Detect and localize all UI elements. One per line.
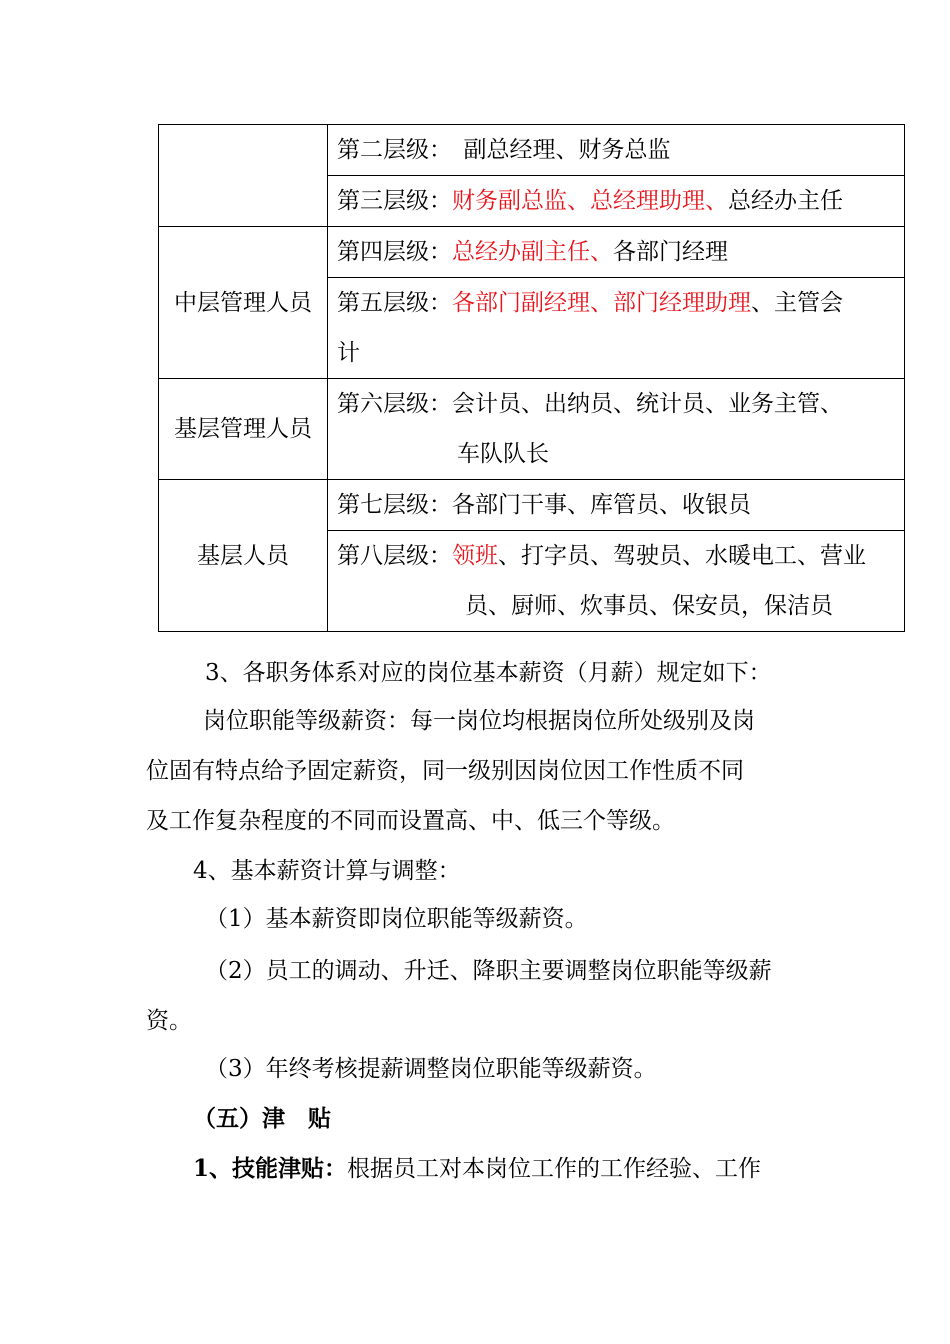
level-cell: [328, 480, 905, 531]
paragraph-grade-salary-line2: 位固有特点给予固定薪资，同一级别因岗位因工作性质不同: [146, 758, 744, 784]
level-label: 第三层级：: [337, 188, 452, 214]
level-position-text: 各部门副经理、部门经理助理: [452, 290, 751, 316]
level-label: 第七层级：: [337, 492, 452, 518]
paragraph-skill-allowance: [193, 1144, 761, 1194]
level-position-text: 各部门经理: [613, 239, 728, 265]
level-label: 第二层级：: [337, 137, 441, 163]
category-cell: 基层人员: [159, 480, 328, 632]
level-position-continuation: 员、厨师、炊事员、保安员，保洁员: [465, 593, 833, 619]
list-item-1: （1）基本薪资即岗位职能等级薪资。: [205, 906, 588, 932]
level-position-text: 总经办主任: [728, 188, 843, 214]
list-item-2-line2: 资。: [146, 1008, 192, 1034]
table-row: [159, 480, 905, 531]
level-cell: [328, 176, 905, 227]
paragraph-grade-salary-line3: 及工作复杂程度的不同而设置高、中、低三个等级。: [146, 808, 675, 834]
level-label: 第八层级：: [337, 543, 452, 569]
table-row: [159, 227, 905, 278]
list-item-3: （3）年终考核提薪调整岗位职能等级薪资。: [205, 1056, 657, 1082]
skill-allowance-text: 根据员工对本岗位工作的工作经验、工作: [347, 1156, 762, 1182]
paragraph-salary-calc: 4、基本薪资计算与调整：: [193, 858, 461, 884]
level-label: 第五层级：: [337, 290, 452, 316]
level-cell: [328, 531, 905, 632]
level-label: 第四层级：: [337, 239, 452, 265]
level-label: 第六层级：: [337, 391, 452, 417]
level-cell: [328, 278, 905, 379]
level-position-text: 领班: [452, 543, 498, 569]
category-cell: 中层管理人员: [159, 227, 328, 379]
level-position-continuation: 车队队长: [457, 441, 549, 467]
paragraph-salary-rule: 3、各职务体系对应的岗位基本薪资（月薪）规定如下：: [205, 660, 772, 686]
level-cell: [328, 227, 905, 278]
level-cell: [328, 125, 905, 176]
level-position-text: 、主管会: [751, 290, 843, 316]
table-row: [159, 125, 905, 176]
level-position-text: 财务副总监、总经理助理、: [452, 188, 728, 214]
level-cell: [328, 379, 905, 480]
table-row: [159, 379, 905, 480]
level-position-text: 总经办副主任、: [452, 239, 613, 265]
level-position-text: 副总经理、财务总监: [440, 137, 671, 163]
section-heading-allowance: （五）津 贴: [193, 1105, 331, 1132]
category-cell: 基层管理人员: [159, 379, 328, 480]
skill-allowance-label: 1、技能津贴：: [193, 1155, 348, 1182]
grade-table: [158, 124, 905, 632]
list-item-2-line1: （2）员工的调动、升迁、降职主要调整岗位职能等级薪: [205, 958, 772, 984]
level-position-continuation: 计: [337, 340, 360, 366]
level-position-text: 、打字员、驾驶员、水暖电工、营业: [498, 543, 866, 569]
category-cell: [159, 125, 328, 227]
paragraph-grade-salary-line1: 岗位职能等级薪资：每一岗位均根据岗位所处级别及岗: [203, 708, 755, 734]
level-position-text: 各部门干事、库管员、收银员: [452, 492, 751, 518]
level-position-text: 会计员、出纳员、统计员、业务主管、: [452, 391, 843, 417]
